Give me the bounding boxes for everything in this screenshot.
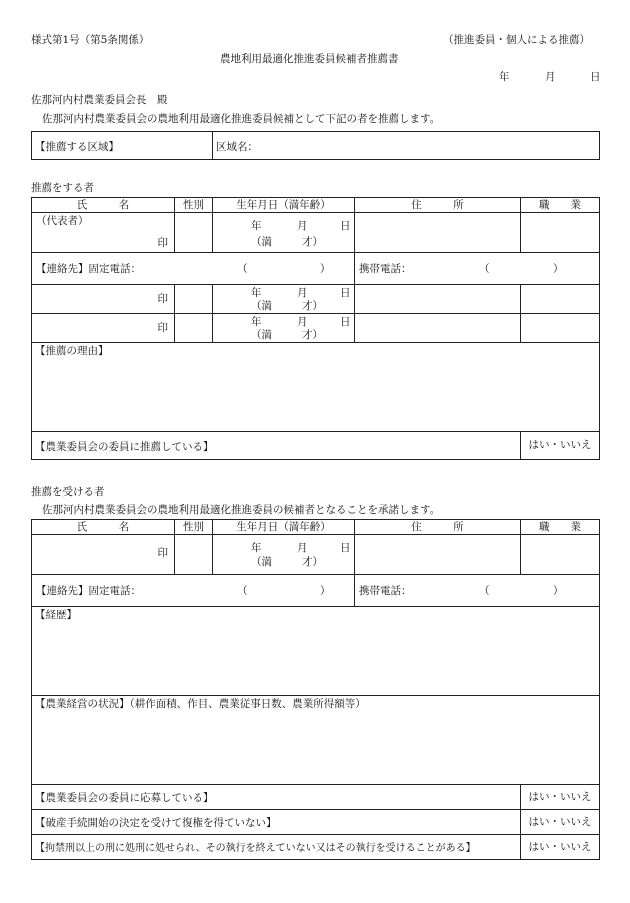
birth-month-label: 月 — [297, 542, 308, 554]
age-close-label: 才） — [302, 556, 323, 568]
recommender-2-gender-field[interactable] — [175, 285, 213, 314]
mobile-label: 携帯電話： — [359, 262, 412, 275]
farming-status-label: 【農業経営の状況】（耕作面積、作目、農業従事日数、農業所得額等） — [35, 698, 366, 710]
age-open-label: （満 — [251, 329, 272, 341]
birth-day-label: 日 — [340, 542, 351, 554]
age-open-label: （満 — [251, 556, 272, 568]
recommended-question: 【農業委員会の委員に推薦している】 — [32, 432, 521, 460]
recommender-mobile-row[interactable] — [355, 253, 600, 285]
seal-mark: 印 — [157, 293, 168, 305]
reason-field[interactable] — [32, 343, 600, 432]
recommender-1-address-field[interactable] — [355, 213, 521, 253]
criminal-question: 【拘禁刑以上の刑に処刑に処せられ、その執行を終えていない又はその執行を受けることがある】 — [32, 835, 521, 860]
farming-status-field[interactable] — [32, 696, 600, 785]
birth-month-label: 月 — [297, 287, 308, 299]
recommender-2-name-field[interactable] — [32, 285, 175, 314]
candidate-address-field[interactable] — [355, 535, 521, 575]
recommender-3-gender-field[interactable] — [175, 314, 213, 343]
recommender-col-job: 職 業 — [521, 198, 600, 213]
recommender-1-name-field[interactable] — [32, 213, 175, 253]
mobile-label: 携帯電話： — [359, 584, 412, 597]
candidate-name-field[interactable] — [32, 535, 175, 575]
applied-yes-no[interactable]: はい・いいえ — [521, 785, 600, 810]
recommender-3-name-field[interactable] — [32, 314, 175, 343]
phone-paren-close: ） — [320, 584, 331, 597]
mobile-paren-close: ） — [553, 262, 564, 275]
district-table — [31, 131, 600, 160]
birth-day-label: 日 — [340, 287, 351, 299]
contact-label: 【連絡先】固定電話： — [36, 262, 141, 275]
recommender-contact-row[interactable] — [32, 253, 355, 285]
candidate-gender-field[interactable] — [175, 535, 213, 575]
date-month-label: 月 — [545, 71, 556, 83]
recommended-yes-no[interactable]: はい・いいえ — [521, 432, 600, 460]
career-field[interactable] — [32, 607, 600, 696]
district-name-label: 区域名： — [216, 140, 258, 153]
contact-label: 【連絡先】固定電話： — [36, 584, 141, 597]
recommender-2-birth-field[interactable] — [213, 285, 355, 314]
recommender-3-address-field[interactable] — [355, 314, 521, 343]
seal-mark: 印 — [157, 547, 168, 559]
candidate-birth-field[interactable] — [213, 535, 355, 575]
candidate-col-address: 住 所 — [355, 520, 521, 535]
district-name-field[interactable] — [213, 132, 600, 160]
recommender-2-address-field[interactable] — [355, 285, 521, 314]
seal-mark: 印 — [157, 322, 168, 334]
recommender-3-birth-field[interactable] — [213, 314, 355, 343]
candidate-col-gender: 性別 — [175, 520, 213, 535]
candidate-section-title: 推薦を受ける者 — [31, 486, 105, 498]
birth-day-label: 日 — [340, 220, 351, 232]
recommender-col-name: 氏 名 — [32, 198, 175, 213]
candidate-job-field[interactable] — [521, 535, 600, 575]
age-open-label: （満 — [251, 300, 272, 312]
candidate-table — [31, 519, 600, 860]
mobile-paren-open: （ — [479, 584, 490, 597]
candidate-col-job: 職 業 — [521, 520, 600, 535]
recommender-1-job-field[interactable] — [521, 213, 600, 253]
recommender-1-birth-field[interactable] — [213, 213, 355, 253]
date-year-label: 年 — [499, 71, 510, 83]
consent-text: 佐那河内村農業委員会の農地利用最適化推進委員の候補者となることを承諾します。 — [42, 504, 441, 516]
career-label: 【経歴】 — [35, 609, 77, 621]
recommender-2-job-field[interactable] — [521, 285, 600, 314]
mobile-paren-open: （ — [479, 262, 490, 275]
criminal-yes-no[interactable]: はい・いいえ — [521, 835, 600, 860]
seal-mark: 印 — [157, 237, 168, 249]
age-close-label: 才） — [302, 236, 323, 248]
recommender-col-birth: 生年月日（満年齢） — [213, 198, 355, 213]
birth-year-label: 年 — [251, 287, 262, 299]
birth-month-label: 月 — [297, 220, 308, 232]
phone-paren-open: （ — [237, 584, 248, 597]
bankruptcy-yes-no[interactable]: はい・いいえ — [521, 810, 600, 835]
representative-label: （代表者） — [36, 215, 89, 227]
birth-month-label: 月 — [297, 316, 308, 328]
form-type-note: （推進委員・個人による推薦） — [443, 34, 590, 46]
recommender-col-gender: 性別 — [175, 198, 213, 213]
addressee: 佐那河内村農業委員会長 殿 — [31, 94, 168, 106]
age-close-label: 才） — [302, 329, 323, 341]
bankruptcy-question: 【破産手続開始の決定を受けて復権を得ていない】 — [32, 810, 521, 835]
recommender-3-job-field[interactable] — [521, 314, 600, 343]
district-label: 【推薦する区域】 — [32, 132, 213, 160]
applied-question: 【農業委員会の委員に応募している】 — [32, 785, 521, 810]
candidate-col-birth: 生年月日（満年齢） — [213, 520, 355, 535]
recommender-table — [31, 197, 600, 460]
date-day-label: 日 — [590, 71, 601, 83]
birth-day-label: 日 — [340, 316, 351, 328]
phone-paren-close: ） — [320, 262, 331, 275]
age-close-label: 才） — [302, 300, 323, 312]
birth-year-label: 年 — [251, 542, 262, 554]
reason-label: 【推薦の理由】 — [35, 345, 109, 357]
form-number: 様式第1号（第5条関係） — [31, 34, 150, 46]
candidate-col-name: 氏 名 — [32, 520, 175, 535]
age-open-label: （満 — [251, 236, 272, 248]
phone-paren-open: （ — [237, 262, 248, 275]
birth-year-label: 年 — [251, 220, 262, 232]
candidate-contact-row[interactable] — [32, 575, 355, 607]
mobile-paren-close: ） — [553, 584, 564, 597]
candidate-mobile-row[interactable] — [355, 575, 600, 607]
page-title: 農地利用最適化推進委員候補者推薦書 — [220, 53, 399, 65]
recommender-col-address: 住 所 — [355, 198, 521, 213]
birth-year-label: 年 — [251, 316, 262, 328]
recommender-1-gender-field[interactable] — [175, 213, 213, 253]
recommender-section-title: 推薦をする者 — [31, 182, 94, 194]
intro-text: 佐那河内村農業委員会の農地利用最適化推進委員候補として下記の者を推薦します。 — [42, 113, 441, 125]
